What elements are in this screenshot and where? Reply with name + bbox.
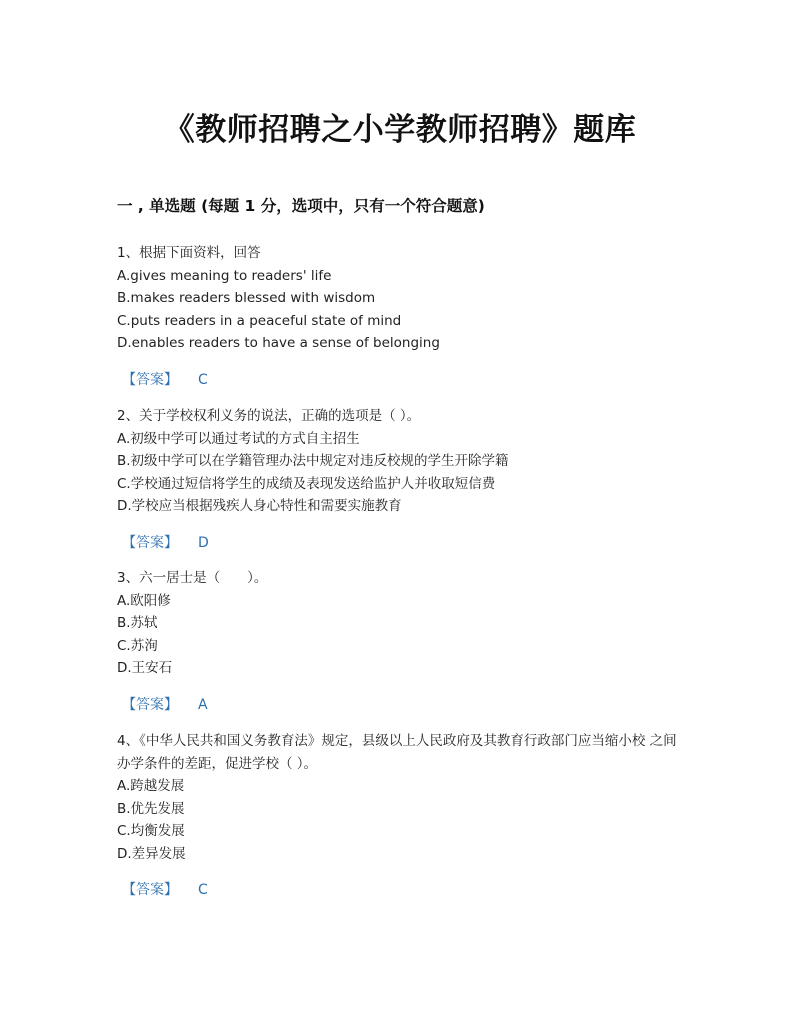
option-b: B.优先发展 xyxy=(117,800,185,817)
option-d: D.学校应当根据残疾人身心特性和需要实施教育 xyxy=(117,498,402,514)
question-3 xyxy=(117,567,687,716)
question-2 xyxy=(117,405,687,554)
option-a: A.gives meaning to readers' life xyxy=(117,267,332,284)
option-d: D.王安石 xyxy=(117,660,173,676)
option-b: B.makes readers blessed with wisdom xyxy=(117,290,376,306)
option-c: C.puts readers in a peaceful state of mind xyxy=(117,312,402,329)
question-stem: 3、六一居士是（ ）。 xyxy=(117,570,268,586)
answer-value: C xyxy=(198,371,208,388)
answer-label: 【答案】 xyxy=(122,696,178,713)
question-1 xyxy=(117,242,687,391)
option-c: C.苏洵 xyxy=(117,637,158,654)
question-stem: 2、关于学校权利义务的说法，正确的选项是（ ）。 xyxy=(117,408,421,424)
document-title: 《教师招聘之小学教师招聘》题库 xyxy=(163,112,637,148)
option-b: B.苏轼 xyxy=(117,615,158,631)
option-c: C.均衡发展 xyxy=(117,823,185,839)
section-heading: 一 , 单选题 (每题 1 分，选项中，只有一个符合题意) xyxy=(117,197,485,215)
option-c: C.学校通过短信将学生的成绩及表现发送给监护人并收取短信费 xyxy=(117,475,496,492)
question-stem: 4、《中华人民共和国义务教育法》规定，县级以上人民政府及其教育行政部门应当缩小校 之间办学条件的差距，促进学校（ ）。 xyxy=(117,733,677,772)
answer-value: D xyxy=(198,534,209,551)
answer-line xyxy=(117,532,687,554)
option-a: A.欧阳修 xyxy=(117,592,171,609)
option-b: B.初级中学可以在学籍管理办法中规定对违反校规的学生开除学籍 xyxy=(117,453,509,469)
question-4 xyxy=(117,730,687,901)
answer-label: 【答案】 xyxy=(122,882,178,898)
option-d: D.enables readers to have a sense of belonging xyxy=(117,335,440,351)
answer-line xyxy=(117,369,687,391)
option-d: D.差异发展 xyxy=(117,845,186,862)
answer-line xyxy=(117,879,687,901)
option-a: A.跨越发展 xyxy=(117,778,185,794)
answer-line xyxy=(117,694,687,716)
answer-value: C xyxy=(198,882,208,898)
answer-label: 【答案】 xyxy=(122,371,178,388)
option-a: A.初级中学可以通过考试的方式自主招生 xyxy=(117,430,360,447)
answer-label: 【答案】 xyxy=(122,534,178,551)
question-stem: 1、根据下面资料，回答 xyxy=(117,245,261,261)
answer-value: A xyxy=(198,696,208,713)
